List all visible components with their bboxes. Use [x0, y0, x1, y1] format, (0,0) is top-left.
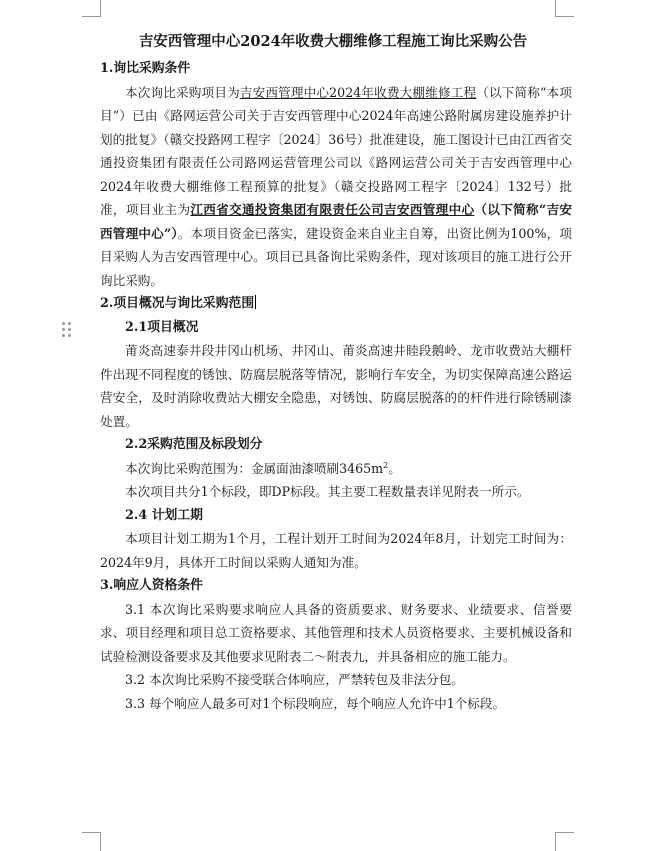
s1-text-c: 。本项目资金已落实，建设资金来自业主自筹，出资比例为100%，项目采购人为吉安西管理中心。项目已具备询比采购条件，现对该项目的施工进行公开询比采购。 — [100, 225, 572, 288]
scope-unit-superscript: 2 — [383, 460, 389, 470]
section-1-heading: 1.询比采购条件 — [100, 61, 191, 76]
section-1-paragraph — [100, 81, 572, 293]
project-owner-short-name: （以下简称“吉安西管理中心”） — [100, 202, 573, 241]
section-2-2-heading: 2.2采购范围及标段划分 — [125, 437, 263, 452]
page-margin-corner-top-right — [555, 0, 574, 17]
text-cursor — [255, 295, 256, 309]
document-page[interactable] — [100, 28, 572, 715]
section-2-1-paragraph: 莆炎高速泰井段井冈山机场、井冈山、莆炎高速井睦段鹅岭、龙市收费站大棚杆件出现不同程度的锈蚀、防腐层脱落等情况，影响行车安全，为切实保障高速公路运营安全，及时消除收费站大棚安全隐患，对锈蚀、防腐层脱落的的杆件进行除锈刷漆处置。 — [100, 343, 572, 429]
section-3-2-paragraph: 3.2 本次询比采购不接受联合体响应，严禁转包及非法分包。 — [125, 672, 464, 687]
page-margin-corner-bottom-right — [555, 832, 574, 851]
section-2-2-sections: 本次项目共分1个标段，即DP标段。其主要工程数量表详见附表一所示。 — [125, 484, 530, 499]
paragraph-drag-handle-icon[interactable] — [62, 322, 72, 338]
page-margin-corner-top-left — [82, 0, 101, 17]
section-3-1-paragraph: 3.1 本次询比采购要求响应人具备的资质要求、财务要求、业绩要求、信誉要求、项目经理和项目总工资格要求、其他管理和技术人员资格要求、主要机械设备和试验检测设备要求及其他要求见附表二～附表九，并具备相应的施工能力。 — [100, 601, 572, 664]
section-2-1-heading: 2.1项目概况 — [125, 319, 199, 335]
section-2-4-paragraph: 本项目计划工期为1个月，工程计划开工时间为2024年8月，计划完工时间为：2024年9月，具体开工时间以采购人通知为准。 — [100, 531, 572, 570]
document-title: 吉安西管理中心2024年收费大棚维修工程施工询比采购公告 — [138, 33, 528, 50]
section-2-4-heading: 2.4 计划工期 — [125, 507, 203, 523]
s1-text-a: 本次询比采购项目为 — [125, 84, 240, 100]
section-3-3-paragraph: 3.3 每个响应人最多可对1个标段响应，每个响应人允许中1个标段。 — [125, 695, 506, 711]
scope-text: 本次询比采购范围为：金属面油漆喷刷3465m — [125, 460, 384, 476]
project-owner-name: 江西省交通投资集团有限责任公司吉安西管理中心 — [190, 202, 475, 217]
section-3-heading: 3.响应人资格条件 — [100, 578, 203, 593]
section-2-heading-text: 2.项目概况与询比采购范围 — [100, 296, 255, 311]
page-margin-corner-bottom-left — [82, 832, 101, 851]
s1-text-b: （以下简称“本项目”）已由《路网运营公司关于吉安西管理中心2024年高速公路附属房建设施养护计划的批复》（赣交投路网工程字〔2024〕36号）批准建设，施工图设计已由江西省交通投资集团有限责任公司路网运营管理公司以《路网运营公司关于吉安西管理中心2024年收费大棚维修工程预算的批复》（赣交投路网工程字〔2024〕132号）批准，项目业主为 — [100, 84, 572, 217]
project-name-underlined: 吉安西管理中心2024年收费大棚维修工程 — [239, 84, 477, 100]
section-2-heading — [100, 292, 572, 316]
section-2-2-scope — [100, 457, 572, 481]
scope-text-end: 。 — [388, 460, 401, 476]
